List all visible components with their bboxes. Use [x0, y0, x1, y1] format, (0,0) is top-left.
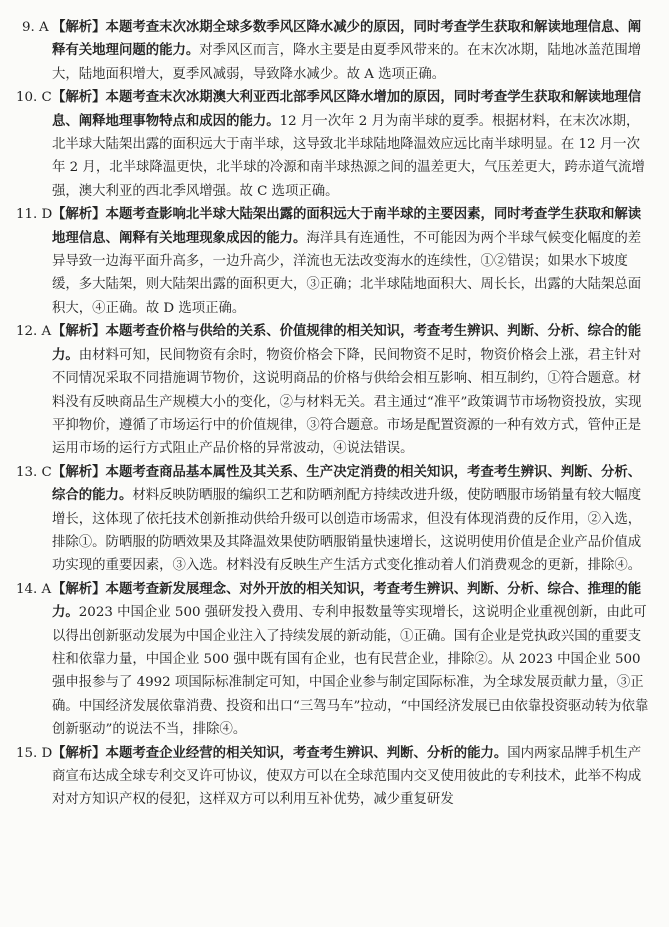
- analysis-body: 国内两家品牌手机生产商宣布达成全球专利交叉许可协议，使双方可以在全球范围内交叉使用彼此的专利技术，此举不构成对对方知识产权的侵犯，这样双方可以利用互补优势，减少重复研发: [52, 745, 642, 808]
- analysis-body: 12 月一次年 2 月为南半球的夏季。根据材料，在末次冰期，北半球大陆架出露的面积远大于南半球，这导致北半球陆地降温效应远比南半球明显。在 12 月一次年 2 月，北半球降温更快，北半球的冷源和南半球热源之间的温差更大，气压差更大，跨赤道气流增强，澳大利亚的西北季风增强。故 C 选项正确。: [52, 113, 645, 199]
- analysis-body: 由材料可知，民间物资有余时，物资价格会下降，民间物资不足时，物资价格会上涨，君主针对不同情况采取不同措施调节物价，这说明商品的价格与供给会相互影响、相互制约，①符合题意。材料没有反映商品生产规模大小的变化，②与材料无关。君主通过“准平”政策调节市场物资投放，实现平抑物价，遵循了市场运行中的价值规律，③符合题意。市场是配置资源的一种有效方式，管仲正是运用市场的运行方式阻止产品价格的异常波动，④说法错误。: [52, 347, 642, 457]
- analysis-body: 2023 中国企业 500 强研发投入费用、专利申报数量等实现增长，这说明企业重视创新，由此可以得出创新驱动发展为中国企业注入了持续发展的新动能，①正确。国有企业是党执政兴国的重要支柱和依靠力量，中国企业 500 强中既有国有企业，也有民营企业，排除②。从 2023 中国企业 500 强申报参与了 4992 项国际标准制定可知，中国企业参与制定国际标准，为全球发展贡献力量，③正确。中国经济发展依靠消费、投资和出口“三驾马车”拉动，“中国经济发展已由依靠投资驱动转为依靠创新驱动”的说法不当，排除④。: [52, 605, 649, 738]
- analysis-body: 对季风区而言，降水主要是由夏季风带来的。在末次冰期，陆地冰盖范围增大，陆地面积增大，夏季风减弱，导致降水减少。故 A 选项正确。: [52, 43, 642, 82]
- analysis-lead: 【解析】本题考查新发展理念、对外开放的相关知识，考查考生辨识、判断、分析、综合、推理的能力。: [52, 580, 642, 621]
- question-number: 13. C: [16, 464, 52, 480]
- answer-item-15: [16, 742, 651, 812]
- question-number: 15. D: [16, 745, 53, 761]
- answer-item-11: [16, 203, 651, 320]
- analysis-lead: 【解析】本题考查影响北半球大陆架出露的面积远大于南半球的主要因素，同时考查学生获取和解读地理信息、阐释有关地理现象成因的能力。: [52, 206, 642, 246]
- question-number: 9. A: [22, 20, 49, 35]
- answer-item-10: [16, 86, 651, 203]
- answer-item-14: [16, 578, 651, 742]
- question-number: 10. C: [16, 90, 52, 106]
- answer-item-12: [16, 320, 651, 460]
- analysis-body: 海洋具有连通性，不可能因为两个半球气候变化幅度的差异导致一边海平面升高多，一边升高少，洋流也无法改变海水的连续性，①②错误；如果水下坡度缓，多大陆架，则大陆架出露的面积更大，③正确；北半球陆地面积大、周长长，出露的大陆架总面积大，④正确。故 D 选项正确。: [52, 230, 642, 316]
- question-number: 11. D: [16, 207, 53, 223]
- analysis-lead: 【解析】本题考查末次冰期全球多数季风区降水减少的原因，同时考查学生获取和解读地理信息、阐释有关地理问题的能力。: [52, 19, 642, 59]
- analysis-lead: 【解析】本题考查企业经营的相关知识，考查考生辨识、判断、分析的能力。: [52, 744, 508, 761]
- analysis-body: 材料反映防晒服的编织工艺和防晒剂配方持续改进升级，使防晒服市场销量有较大幅度增长，这体现了依托技术创新推动供给升级可以创造市场需求，但没有体现消费的反作用，②入选，排除①。防晒服的防晒效果及其降温效果使防晒服销量快速增长，这说明使用价值是企业产品价值成功实现的重要因素，③入选。材料没有反映生产生活方式变化推动着人们消费观念的更新，排除④。: [52, 488, 642, 574]
- question-number: 12. A: [16, 324, 52, 340]
- analysis-lead: 【解析】本题考查价格与供给的关系、价值规律的相关知识，考查考生辨识、判断、分析、综合的能力。: [52, 323, 642, 363]
- answer-item-9: [22, 16, 651, 86]
- answer-item-13: [16, 461, 651, 578]
- analysis-lead: 【解析】本题考查末次冰期澳大利亚西北部季风区降水增加的原因，同时考查学生获取和解读地理信息、阐释地理事物特点和成因的能力。: [52, 89, 642, 129]
- analysis-lead: 【解析】本题考查商品基本属性及其关系、生产决定消费的相关知识，考查考生辨识、判断、分析、综合的能力。: [52, 463, 642, 504]
- question-number: 14. A: [16, 581, 52, 597]
